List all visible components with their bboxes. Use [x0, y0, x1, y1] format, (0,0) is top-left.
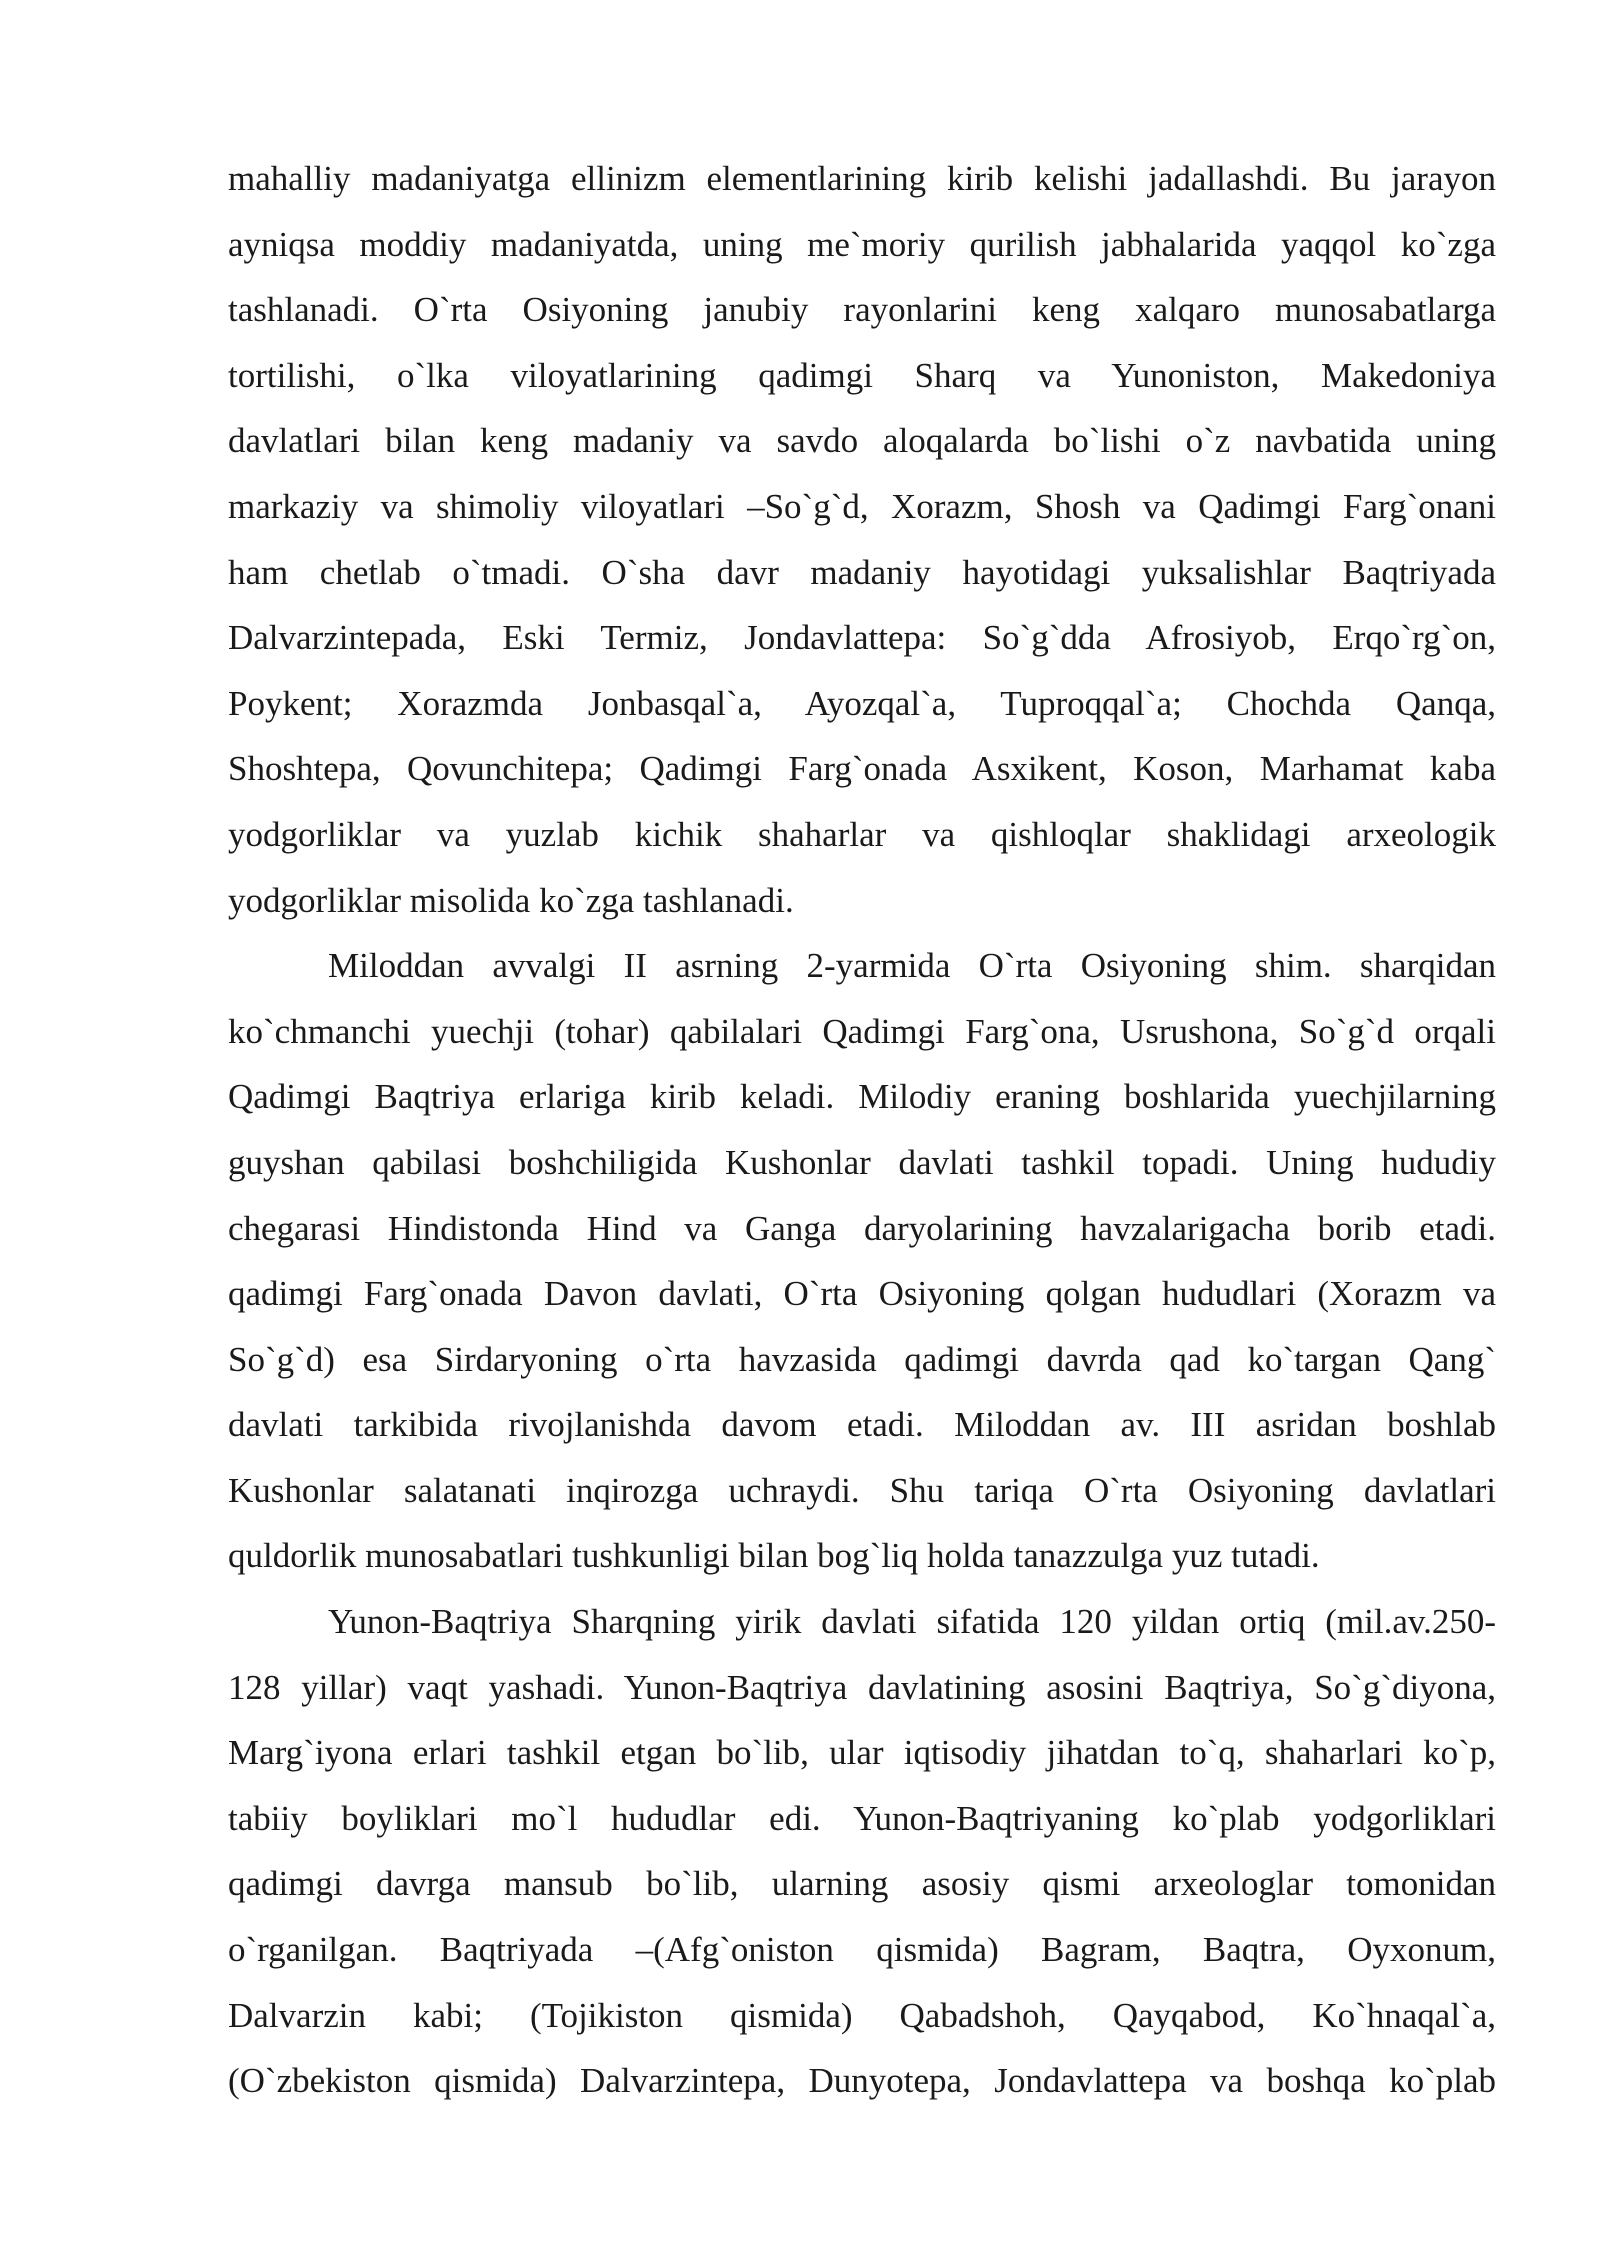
text-line: ko`chmanchi yuechji (tohar) qabilalari Qadimgi Farg`ona, Usrushona, So`g`d orqali	[228, 1011, 1496, 1051]
text-line: yodgorliklar misolida ko`zga tashlanadi.	[228, 880, 794, 920]
text-line: Miloddan avvalgi II asrning 2-yarmida O`rta Osiyoning shim. sharqidan	[328, 946, 1496, 986]
text-line: Shoshtepa, Qovunchitepa; Qadimgi Farg`onada Asxikent, Koson, Marhamat kaba	[228, 749, 1496, 789]
text-line: guyshan qabilasi boshchiligida Kushonlar davlati tashkil topadi. Uning hududiy	[228, 1142, 1496, 1182]
text-line: tashlanadi. O`rta Osiyoning janubiy rayonlarini keng xalqaro munosabatlarga	[228, 290, 1496, 330]
text-line: qadimgi Farg`onada Davon davlati, O`rta Osiyoning qolgan hududlari (Xorazm va	[228, 1274, 1496, 1314]
text-line: Dalvarzin kabi; (Tojikiston qismida) Qabadshoh, Qayqabod, Ko`hnaqal`a,	[228, 1995, 1496, 2035]
text-line: Yunon-Baqtriya Sharqning yirik davlati sifatida 120 yildan ortiq (mil.av.250-	[328, 1602, 1496, 1642]
text-line: chegarasi Hindistonda Hind va Ganga daryolarining havzalarigacha borib etadi.	[228, 1208, 1496, 1248]
text-line: mahalliy madaniyatga ellinizm elementlarining kirib kelishi jadallashdi. Bu jarayon	[228, 159, 1496, 198]
text-line: Poykent; Xorazmda Jonbasqal`a, Ayozqal`a, Tuproqqal`a; Chochda Qanqa,	[228, 683, 1496, 723]
text-line: ham chetlab o`tmadi. O`sha davr madaniy hayotidagi yuksalishlar Baqtriyada	[228, 552, 1496, 592]
text-line: (O`zbekiston qismida) Dalvarzintepa, Dunyotepa, Jondavlattepa va boshqa ko`plab	[228, 2061, 1496, 2101]
text-line: tortilishi, o`lka viloyatlarining qadimgi Sharq va Yunoniston, Makedoniya	[228, 355, 1496, 395]
body-text	[228, 146, 1496, 2114]
text-line: So`g`d) esa Sirdaryoning o`rta havzasida qadimgi davrda qad ko`targan Qang`	[228, 1339, 1496, 1379]
text-line: ayniqsa moddiy madaniyatda, uning me`moriy qurilish jabhalarida yaqqol ko`zga	[228, 224, 1496, 264]
text-line: 128 yillar) vaqt yashadi. Yunon-Baqtriya davlatining asosini Baqtriya, So`g`diyona,	[228, 1667, 1496, 1707]
text-line: yodgorliklar va yuzlab kichik shaharlar va qishloqlar shaklidagi arxeologik	[228, 814, 1496, 854]
text-line: Marg`iyona erlari tashkil etgan bo`lib, ular iqtisodiy jihatdan to`q, shaharlari ko`p,	[228, 1733, 1496, 1773]
text-line: quldorlik munosabatlari tushkunligi bilan bog`liq holda tanazzulga yuz tutadi.	[228, 1536, 1320, 1576]
text-line: qadimgi davrga mansub bo`lib, ularning asosiy qismi arxeologlar tomonidan	[228, 1864, 1496, 1904]
text-line: markaziy va shimoliy viloyatlari –So`g`d, Xorazm, Shosh va Qadimgi Farg`onani	[228, 486, 1496, 526]
text-line: o`rganilgan. Baqtriyada –(Afg`oniston qismida) Bagram, Baqtra, Oyxonum,	[228, 1930, 1496, 1970]
text-line: davlati tarkibida rivojlanishda davom etadi. Miloddan av. III asridan boshlab	[228, 1405, 1496, 1445]
text-line: Dalvarzintepada, Eski Termiz, Jondavlattepa: So`g`dda Afrosiyob, Erqo`rg`on,	[228, 618, 1496, 658]
text-line: davlatlari bilan keng madaniy va savdo aloqalarda bo`lishi o`z navbatida uning	[228, 421, 1496, 461]
text-line: Qadimgi Baqtriya erlariga kirib keladi. Milodiy eraning boshlarida yuechjilarning	[228, 1077, 1496, 1117]
text-line: Kushonlar salatanati inqirozga uchraydi. Shu tariqa O`rta Osiyoning davlatlari	[228, 1470, 1496, 1510]
text-line: tabiiy boyliklari mo`l hududlar edi. Yunon-Baqtriyaning ko`plab yodgorliklari	[228, 1798, 1496, 1838]
